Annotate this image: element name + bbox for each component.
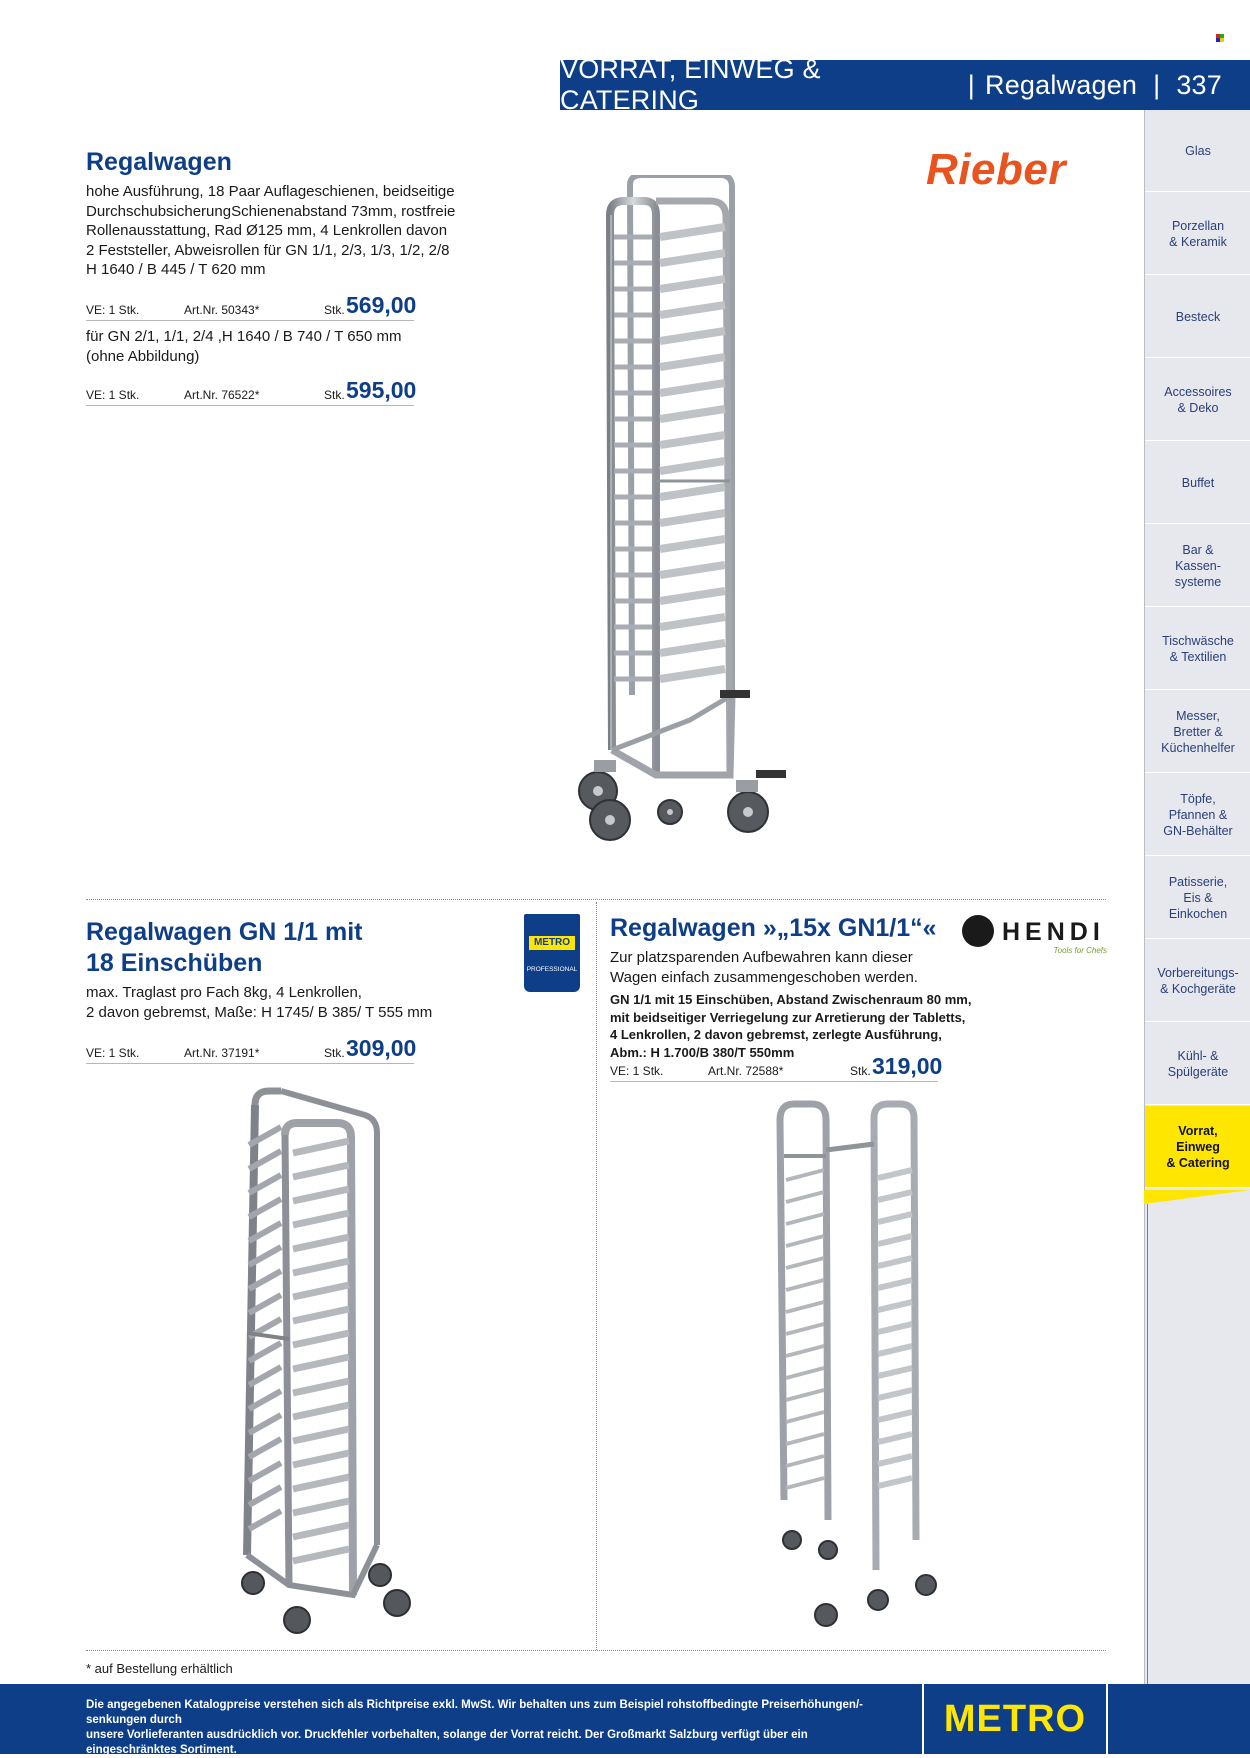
desc-line: DurchschubsicherungSchienenabstand 73mm, rostfreie <box>86 202 456 220</box>
product3-image-trolley <box>770 1100 950 1640</box>
category-sidebar <box>1144 110 1250 1684</box>
packing-unit: VE: 1 Stk. <box>610 1064 664 1078</box>
desc-line: H 1640 / B 445 / T 620 mm <box>86 261 266 278</box>
spec-line: GN 1/1 mit 15 Einschüben, Abstand Zwischenraum 80 mm, <box>610 992 972 1007</box>
sidebar-item-porzellan[interactable]: Porzellan & Keramik <box>1145 193 1250 275</box>
sidebar-item-bar[interactable]: Bar & Kassen- systeme <box>1145 525 1250 607</box>
header-category: VORRAT, EINWEG & CATERING <box>560 54 821 115</box>
page-number: 337 <box>1176 69 1222 100</box>
hendi-wordmark: HENDI <box>1002 918 1105 946</box>
price: 319,00 <box>872 1053 943 1079</box>
sidebar-item-vorrat-active[interactable]: Vorrat, Einweg & Catering <box>1145 1106 1250 1188</box>
title-line: 18 Einschüben <box>86 949 263 977</box>
footer-disclaimer <box>86 1698 886 1758</box>
rieber-logo: Rieber <box>926 145 1066 194</box>
price: 309,00 <box>346 1035 417 1061</box>
variant-line: (ohne Abbildung) <box>86 347 200 365</box>
product3-price-row <box>610 1053 943 1082</box>
price-unit: Stk. <box>324 388 345 402</box>
product1-variant-price-row <box>86 377 417 406</box>
disclaimer-line: Die angegebenen Katalogpreise verstehen sich als Richtpreise exkl. MwSt. Wir behalten uns zum Beispiel rohstoffbedingte Preiserhöhungen/-senkungen durch <box>86 1699 863 1726</box>
product2-description <box>86 983 526 1022</box>
product1-image-trolley <box>560 175 850 850</box>
price-unit: Stk. <box>324 1046 345 1060</box>
sidebar-item-accessoires[interactable]: Accessoires & Deko <box>1145 359 1250 441</box>
price-unit: Stk. <box>850 1064 871 1078</box>
sidebar-item-messer[interactable]: Messer, Bretter & Küchenhelfer <box>1145 691 1250 773</box>
spec-line: 4 Lenkrollen, 2 davon gebremst, zerlegte Ausführung, <box>610 1027 942 1042</box>
desc-line: 2 Feststeller, Abweisrollen für GN 1/1, 2/3, 1/3, 1/2, 2/8 <box>86 241 450 259</box>
footnote: * auf Bestellung erhältlich <box>86 1661 233 1676</box>
article-number: Art.Nr. 50343* <box>184 303 260 317</box>
product1-price-row <box>86 292 417 321</box>
product2-image-trolley <box>225 1085 425 1640</box>
page-footer <box>0 1684 1250 1754</box>
article-number: Art.Nr. 72588* <box>708 1064 784 1078</box>
product1-title: Regalwagen <box>86 148 232 176</box>
hendi-emblem-icon <box>962 915 994 947</box>
desc-line: hohe Ausführung, 18 Paar Auflageschienen, beidseitige <box>86 183 455 200</box>
variant-line: für GN 2/1, 1/1, 2/4 ,H 1640 / B 740 / T 650 mm <box>86 328 402 345</box>
product1-description <box>86 182 486 280</box>
sidebar-item-glas[interactable]: Glas <box>1145 110 1250 192</box>
price: 569,00 <box>346 292 417 318</box>
sidebar-edge-line <box>1147 1204 1148 1684</box>
header-separator: | <box>1153 69 1161 100</box>
metro-professional-logo <box>524 914 580 992</box>
price-unit: Stk. <box>324 303 345 317</box>
header-separator: | <box>967 69 976 100</box>
header-subcategory: Regalwagen <box>985 69 1138 100</box>
packing-unit: VE: 1 Stk. <box>86 1046 140 1060</box>
sidebar-item-besteck[interactable]: Besteck <box>1145 276 1250 358</box>
sidebar-item-kuehl[interactable]: Kühl- & Spülgeräte <box>1145 1023 1250 1105</box>
registration-mark <box>1216 34 1224 42</box>
active-tab-arrow <box>1144 1190 1250 1204</box>
product2-price-row <box>86 1035 417 1064</box>
section-divider <box>86 899 1106 900</box>
title-line: Regalwagen GN 1/1 mit <box>86 918 363 946</box>
spec-line: mit beidseitiger Verriegelung zur Arretierung der Tabletts, <box>610 1009 966 1025</box>
spec-line: Abm.: H 1.700/B 380/T 550mm <box>610 1044 795 1060</box>
sidebar-item-patisserie[interactable]: Patisserie, Eis & Einkochen <box>1145 857 1250 939</box>
sidebar-item-vorbereitung[interactable]: Vorbereitungs- & Kochgeräte <box>1145 940 1250 1022</box>
sidebar-item-tischwaesche[interactable]: Tischwäsche & Textilien <box>1145 608 1250 690</box>
price: 595,00 <box>346 377 417 403</box>
sidebar-item-toepfe[interactable]: Töpfe, Pfannen & GN-Behälter <box>1145 774 1250 856</box>
packing-unit: VE: 1 Stk. <box>86 388 140 402</box>
metro-wordmark: METRO <box>529 936 575 950</box>
sidebar-item-buffet[interactable]: Buffet <box>1145 442 1250 524</box>
desc-line: 2 davon gebremst, Maße: H 1745/ B 385/ T 555 mm <box>86 1003 433 1021</box>
hendi-tagline: Tools for Chefs <box>1053 946 1107 955</box>
article-number: Art.Nr. 37191* <box>184 1046 260 1060</box>
desc-line: Rollenausstattung, Rad Ø125 mm, 4 Lenkrollen davon <box>86 222 448 239</box>
professional-label: PROFESSIONAL <box>526 966 578 973</box>
disclaimer-line: unsere Vorlieferanten ausdrücklich vor. Druckfehler vorbehalten, solange der Vorrat reicht. Der Großmarkt Salzburg verfügt über ein eingeschränktes Sortiment. <box>86 1729 808 1756</box>
column-divider <box>596 902 597 1650</box>
metro-logo <box>922 1684 1108 1754</box>
desc-line: max. Traglast pro Fach 8kg, 4 Lenkrollen, <box>86 984 362 1001</box>
hendi-logo <box>962 912 1107 958</box>
product3-specs <box>610 991 1040 1061</box>
page-header <box>560 54 1250 115</box>
packing-unit: VE: 1 Stk. <box>86 303 140 317</box>
product3-title: Regalwagen »„15x GN1/1“« <box>610 914 937 942</box>
desc-line: Wagen einfach zusammengeschoben werden. <box>610 968 918 986</box>
metro-wordmark: METRO <box>943 1697 1087 1740</box>
desc-line: Zur platzsparenden Aufbewahren kann dieser <box>610 949 913 966</box>
product1-variant <box>86 327 486 366</box>
product2-title <box>86 917 446 979</box>
footer-divider <box>86 1650 1106 1651</box>
article-number: Art.Nr. 76522* <box>184 388 260 402</box>
